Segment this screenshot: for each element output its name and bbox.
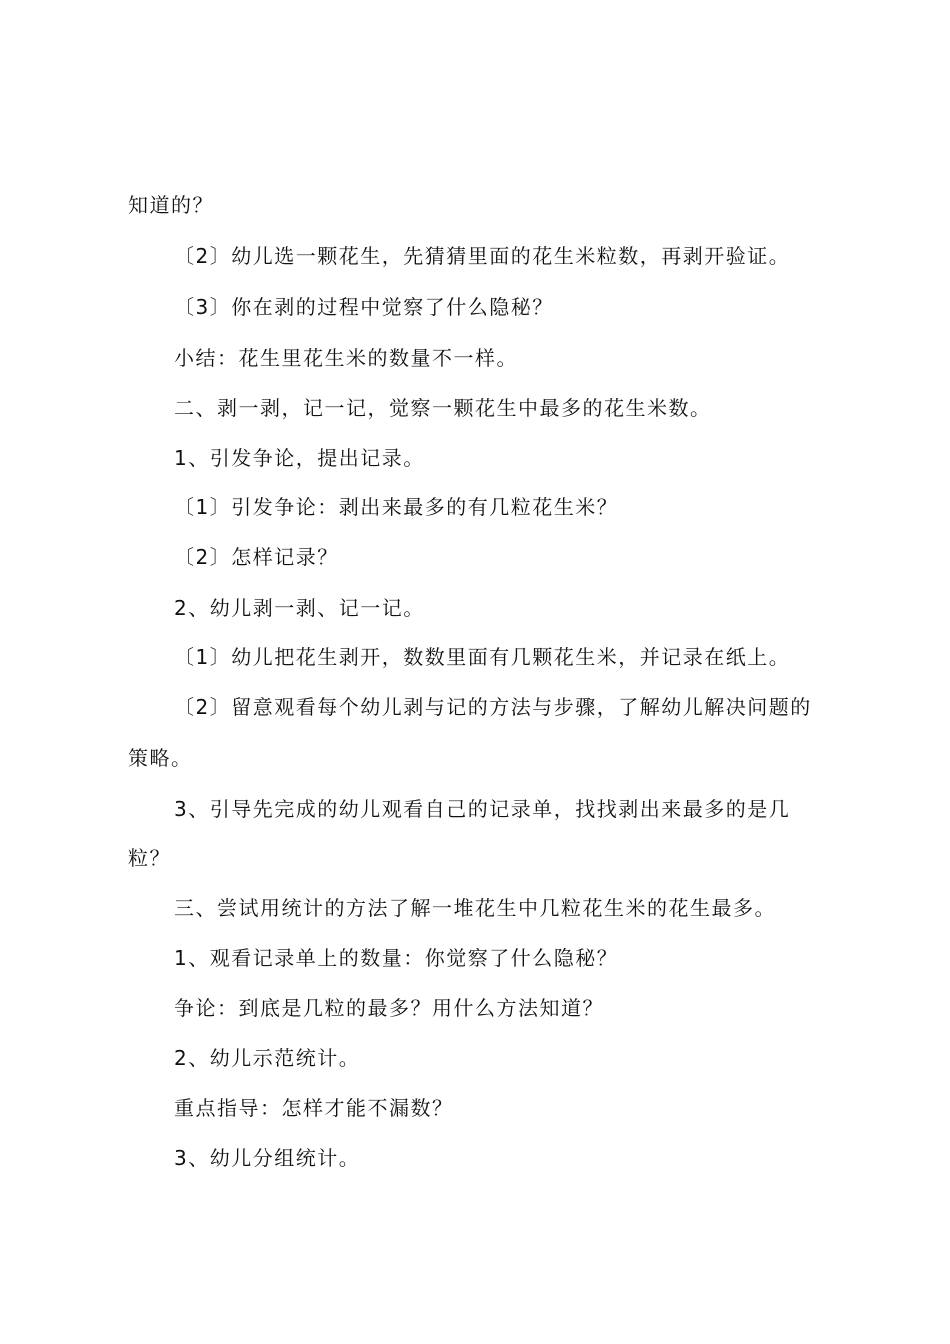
paragraph-line: 〔2〕留意观看每个幼儿剥与记的方法与步骤，了解幼儿解决问题的 xyxy=(174,695,812,719)
paragraph-line: 1、引发争论，提出记录。 xyxy=(174,446,425,470)
paragraph-line: 〔2〕幼儿选一颗花生，先猜猜里面的花生米粒数，再剥开验证。 xyxy=(174,244,791,268)
paragraph-line: 2、幼儿剥一剥、记一记。 xyxy=(174,596,425,620)
paragraph-line: 3、幼儿分组统计。 xyxy=(174,1146,361,1170)
paragraph-line: 粒？ xyxy=(128,846,171,870)
paragraph-line: 小结：花生里花生米的数量不一样。 xyxy=(174,346,518,370)
section-heading: 二、剥一剥，记一记，觉察一颗花生中最多的花生米数。 xyxy=(174,396,712,420)
section-heading: 三、尝试用统计的方法了解一堆花生中几粒花生米的花生最多。 xyxy=(174,896,776,920)
paragraph-line: 策略。 xyxy=(128,746,193,770)
paragraph-line: 争论：到底是几粒的最多？用什么方法知道？ xyxy=(174,996,604,1020)
paragraph-line: 〔2〕怎样记录？ xyxy=(174,545,339,569)
paragraph-line: 〔3〕你在剥的过程中觉察了什么隐秘？ xyxy=(174,295,554,319)
paragraph-line: 重点指导：怎样才能不漏数？ xyxy=(174,1096,454,1120)
paragraph-line: 〔1〕引发争论：剥出来最多的有几粒花生米？ xyxy=(174,495,619,519)
paragraph-line: 3、引导先完成的幼儿观看自己的记录单，找找剥出来最多的是几 xyxy=(174,797,791,821)
paragraph-line: 2、幼儿示范统计。 xyxy=(174,1046,361,1070)
paragraph-line: 〔1〕幼儿把花生剥开，数数里面有几颗花生米，并记录在纸上。 xyxy=(174,645,791,669)
paragraph-line: 知道的？ xyxy=(128,193,214,217)
paragraph-line: 1、观看记录单上的数量：你觉察了什么隐秘？ xyxy=(174,946,619,970)
